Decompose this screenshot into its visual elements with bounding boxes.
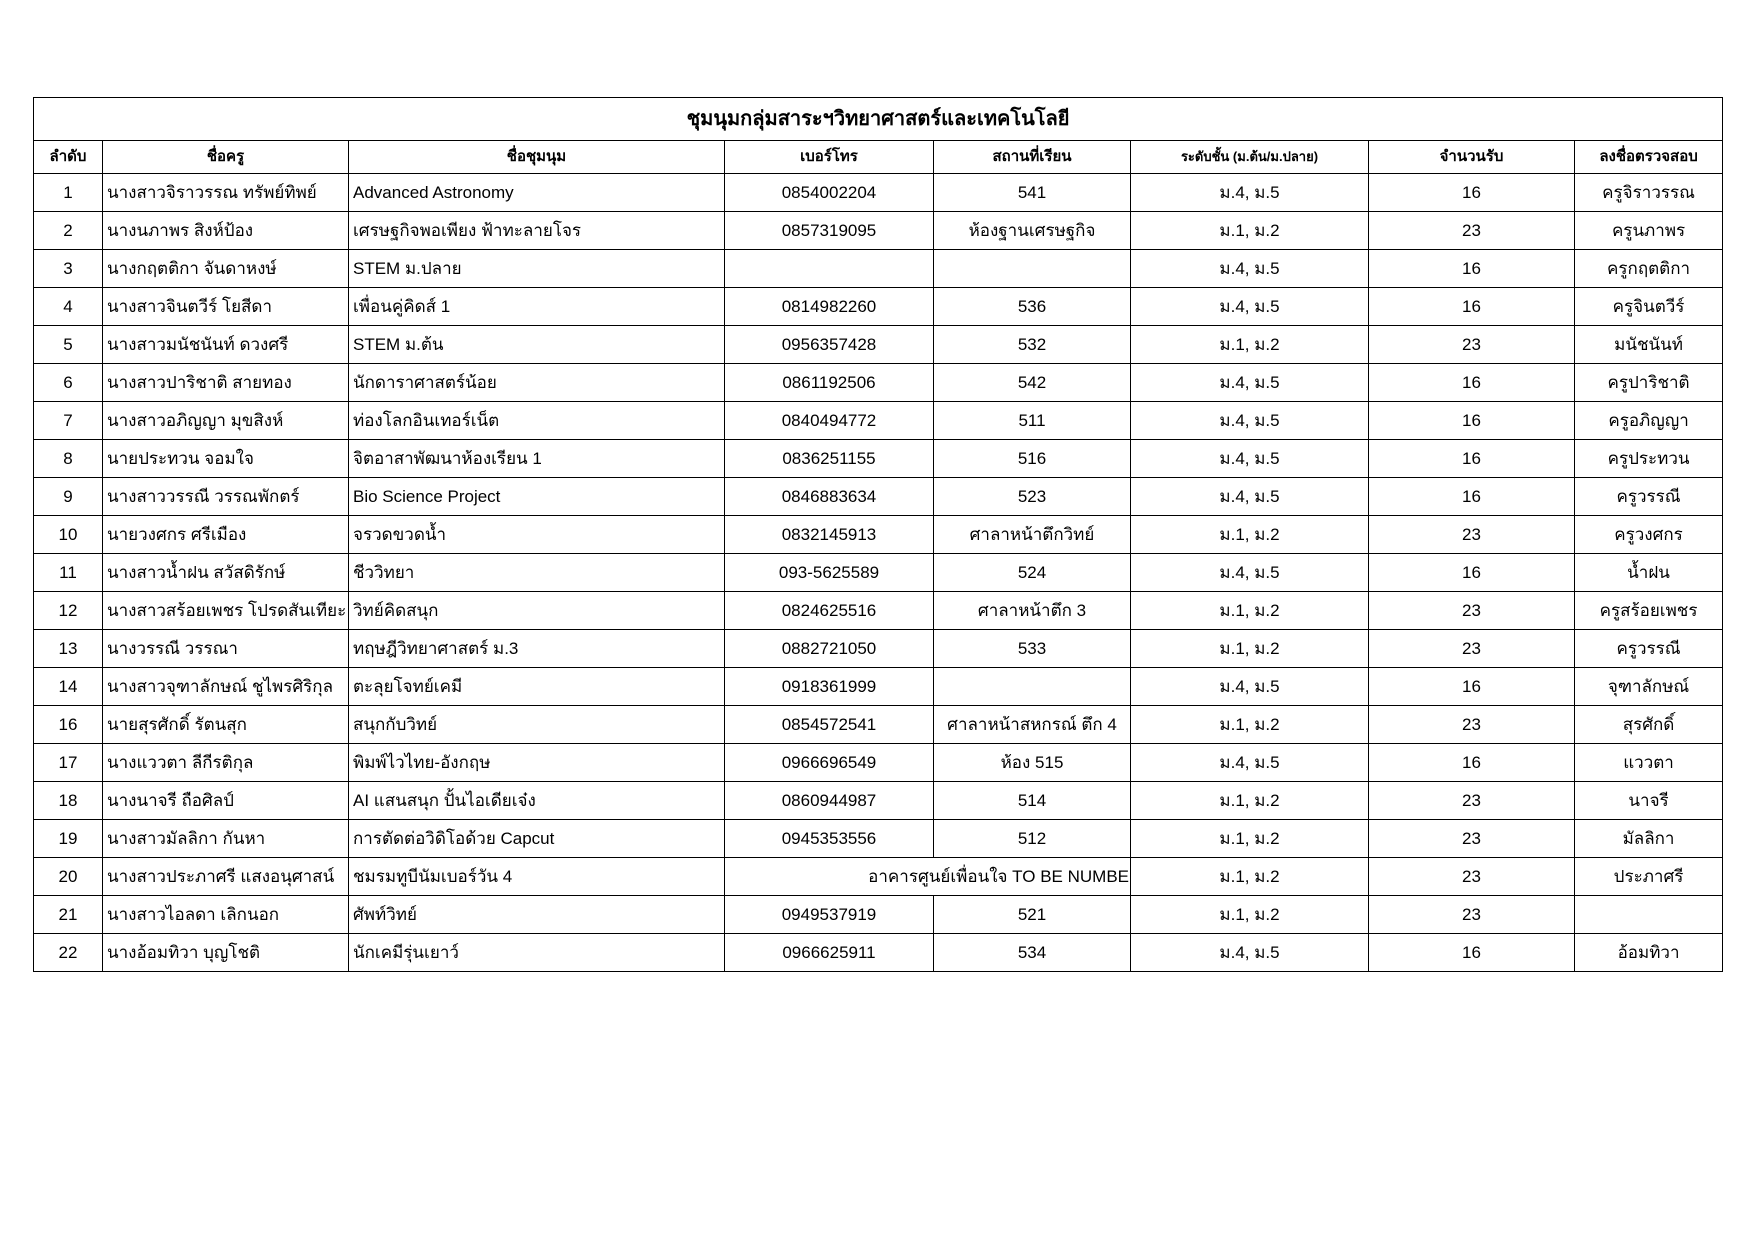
cell-teacher: นายวงศกร ศรีเมือง <box>103 516 349 554</box>
cell-teacher: นางสาวไอลดา เลิกนอก <box>103 896 349 934</box>
table-row <box>34 668 1723 706</box>
cell-location: ศาลาหน้าตึกวิทย์ <box>934 516 1131 554</box>
cell-location: ศาลาหน้าตึก 3 <box>934 592 1131 630</box>
cell-phone: 0966625911 <box>725 934 934 972</box>
cell-no: 20 <box>34 858 103 896</box>
cell-phone: 0854002204 <box>725 174 934 212</box>
cell-no: 12 <box>34 592 103 630</box>
cell-capacity: 23 <box>1369 782 1575 820</box>
cell-signature <box>1575 896 1723 934</box>
cell-no: 21 <box>34 896 103 934</box>
cell-no: 4 <box>34 288 103 326</box>
cell-level: ม.1, ม.2 <box>1131 706 1369 744</box>
cell-capacity: 23 <box>1369 516 1575 554</box>
cell-signature: ครูกฤตติกา <box>1575 250 1723 288</box>
cell-club: ท่องโลกอินเทอร์เน็ต <box>349 402 725 440</box>
cell-capacity: 23 <box>1369 592 1575 630</box>
cell-phone <box>725 250 934 288</box>
cell-level: ม.1, ม.2 <box>1131 820 1369 858</box>
cell-club: นักเคมีรุ่นเยาว์ <box>349 934 725 972</box>
cell-phone: 0836251155 <box>725 440 934 478</box>
cell-signature: ครูจิราวรรณ <box>1575 174 1723 212</box>
cell-level: ม.4, ม.5 <box>1131 250 1369 288</box>
cell-capacity: 23 <box>1369 706 1575 744</box>
cell-no: 1 <box>34 174 103 212</box>
cell-signature: จุฑาลักษณ์ <box>1575 668 1723 706</box>
cell-phone: 093-5625589 <box>725 554 934 592</box>
cell-club: ศัพท์วิทย์ <box>349 896 725 934</box>
cell-location: ศาลาหน้าสหกรณ์ ตึก 4 <box>934 706 1131 744</box>
cell-level: ม.1, ม.2 <box>1131 630 1369 668</box>
cell-level: ม.4, ม.5 <box>1131 174 1369 212</box>
table-row <box>34 896 1723 934</box>
cell-location: 541 <box>934 174 1131 212</box>
cell-no: 2 <box>34 212 103 250</box>
cell-location <box>934 250 1131 288</box>
cell-location: 532 <box>934 326 1131 364</box>
cell-club: พิมพ์ไวไทย-อังกฤษ <box>349 744 725 782</box>
page-title: ชุมนุมกลุ่มสาระฯวิทยาศาสตร์และเทคโนโลยี <box>34 98 1723 141</box>
cell-phone: 0854572541 <box>725 706 934 744</box>
cell-no: 14 <box>34 668 103 706</box>
cell-location: 521 <box>934 896 1131 934</box>
table-row <box>34 820 1723 858</box>
cell-level: ม.1, ม.2 <box>1131 212 1369 250</box>
cell-merged-text: อาคารศูนย์เพื่อนใจ TO BE NUMBE <box>725 858 1131 896</box>
cell-capacity: 16 <box>1369 288 1575 326</box>
cell-capacity: 16 <box>1369 364 1575 402</box>
cell-level: ม.1, ม.2 <box>1131 896 1369 934</box>
table-row <box>34 782 1723 820</box>
cell-level: ม.4, ม.5 <box>1131 478 1369 516</box>
cell-teacher: นางสาวปาริชาติ สายทอง <box>103 364 349 402</box>
cell-no: 16 <box>34 706 103 744</box>
cell-location: 524 <box>934 554 1131 592</box>
cell-capacity: 16 <box>1369 402 1575 440</box>
club-list-table <box>33 97 1723 972</box>
cell-signature: มนัชนันท์ <box>1575 326 1723 364</box>
cell-phone: 0860944987 <box>725 782 934 820</box>
cell-phone: 0966696549 <box>725 744 934 782</box>
cell-signature: อ้อมทิวา <box>1575 934 1723 972</box>
cell-capacity: 16 <box>1369 668 1575 706</box>
cell-club: ทฤษฎีวิทยาศาสตร์ ม.3 <box>349 630 725 668</box>
cell-capacity: 23 <box>1369 212 1575 250</box>
cell-club: การตัดต่อวิดิโอด้วย Capcut <box>349 820 725 858</box>
cell-club: ชีววิทยา <box>349 554 725 592</box>
cell-level: ม.1, ม.2 <box>1131 516 1369 554</box>
cell-no: 22 <box>34 934 103 972</box>
table-row <box>34 516 1723 554</box>
header-level: ระดับชั้น (ม.ต้น/ม.ปลาย) <box>1131 141 1369 174</box>
cell-club: ตะลุยโจทย์เคมี <box>349 668 725 706</box>
cell-teacher: นางสาวจุฑาลักษณ์ ชูไพรศิริกุล <box>103 668 349 706</box>
header-capacity: จำนวนรับ <box>1369 141 1575 174</box>
cell-capacity: 23 <box>1369 896 1575 934</box>
cell-teacher: นางสาวน้ำฝน สวัสดิรักษ์ <box>103 554 349 592</box>
cell-teacher: นางวรรณี วรรณา <box>103 630 349 668</box>
cell-teacher: นางสาวมัลลิกา กันหา <box>103 820 349 858</box>
cell-signature: ประภาศรี <box>1575 858 1723 896</box>
cell-phone: 0945353556 <box>725 820 934 858</box>
cell-location: 516 <box>934 440 1131 478</box>
cell-teacher: นางสาวมนัชนันท์ ดวงศรี <box>103 326 349 364</box>
cell-location: 512 <box>934 820 1131 858</box>
cell-club: นักดาราศาสตร์น้อย <box>349 364 725 402</box>
cell-teacher: นางนภาพร สิงห์ป้อง <box>103 212 349 250</box>
cell-signature: ครูประทวน <box>1575 440 1723 478</box>
cell-location: 514 <box>934 782 1131 820</box>
cell-no: 13 <box>34 630 103 668</box>
cell-teacher: นางสาววรรณี วรรณพักตร์ <box>103 478 349 516</box>
cell-no: 11 <box>34 554 103 592</box>
cell-signature: ครูนภาพร <box>1575 212 1723 250</box>
cell-signature: ครูปาริชาติ <box>1575 364 1723 402</box>
cell-level: ม.4, ม.5 <box>1131 364 1369 402</box>
table-row <box>34 288 1723 326</box>
table-row <box>34 478 1723 516</box>
cell-no: 9 <box>34 478 103 516</box>
cell-phone: 0857319095 <box>725 212 934 250</box>
table-row <box>34 934 1723 972</box>
cell-level: ม.4, ม.5 <box>1131 934 1369 972</box>
table-row <box>34 212 1723 250</box>
table-row <box>34 706 1723 744</box>
cell-phone: 0956357428 <box>725 326 934 364</box>
table-row <box>34 326 1723 364</box>
cell-capacity: 16 <box>1369 744 1575 782</box>
cell-club: จรวดขวดน้ำ <box>349 516 725 554</box>
table-row <box>34 364 1723 402</box>
cell-capacity: 16 <box>1369 554 1575 592</box>
cell-club: ชมรมทูบีนัมเบอร์วัน 4 <box>349 858 725 896</box>
cell-club: STEM ม.ต้น <box>349 326 725 364</box>
cell-level: ม.4, ม.5 <box>1131 402 1369 440</box>
cell-club: STEM ม.ปลาย <box>349 250 725 288</box>
table-row <box>34 592 1723 630</box>
cell-level: ม.4, ม.5 <box>1131 668 1369 706</box>
cell-club: เศรษฐกิจพอเพียง ฟ้าทะลายโจร <box>349 212 725 250</box>
header-location: สถานที่เรียน <box>934 141 1131 174</box>
cell-capacity: 16 <box>1369 478 1575 516</box>
cell-level: ม.4, ม.5 <box>1131 440 1369 478</box>
cell-no: 8 <box>34 440 103 478</box>
table-row <box>34 402 1723 440</box>
cell-location: 511 <box>934 402 1131 440</box>
cell-no: 19 <box>34 820 103 858</box>
cell-teacher: นางสาวจินตวีร์ โยสีดา <box>103 288 349 326</box>
cell-level: ม.1, ม.2 <box>1131 326 1369 364</box>
cell-phone: 0814982260 <box>725 288 934 326</box>
cell-teacher: นางสาวจิราวรรณ ทรัพย์ทิพย์ <box>103 174 349 212</box>
cell-level: ม.1, ม.2 <box>1131 782 1369 820</box>
cell-location: 536 <box>934 288 1131 326</box>
table-row <box>34 440 1723 478</box>
cell-teacher: นายสุรศักดิ์ รัตนสุก <box>103 706 349 744</box>
cell-location: 533 <box>934 630 1131 668</box>
cell-no: 5 <box>34 326 103 364</box>
cell-level: ม.4, ม.5 <box>1131 744 1369 782</box>
table-row <box>34 554 1723 592</box>
table-row <box>34 858 1723 896</box>
cell-signature: ครูสร้อยเพชร <box>1575 592 1723 630</box>
cell-phone: 0949537919 <box>725 896 934 934</box>
cell-no: 6 <box>34 364 103 402</box>
cell-club: จิตอาสาพัฒนาห้องเรียน 1 <box>349 440 725 478</box>
cell-capacity: 23 <box>1369 858 1575 896</box>
cell-capacity: 23 <box>1369 630 1575 668</box>
cell-capacity: 16 <box>1369 440 1575 478</box>
cell-capacity: 23 <box>1369 326 1575 364</box>
cell-club: วิทย์คิดสนุก <box>349 592 725 630</box>
cell-teacher: นางอ้อมทิวา บุญโชติ <box>103 934 349 972</box>
cell-location <box>934 668 1131 706</box>
cell-signature: สุรศักดิ์ <box>1575 706 1723 744</box>
cell-no: 3 <box>34 250 103 288</box>
cell-signature: ครูจินตวีร์ <box>1575 288 1723 326</box>
header-teacher: ชื่อครู <box>103 141 349 174</box>
cell-teacher: นางสาวสร้อยเพชร โปรดสันเทียะ <box>103 592 349 630</box>
table-row <box>34 250 1723 288</box>
cell-club: Advanced Astronomy <box>349 174 725 212</box>
cell-level: ม.4, ม.5 <box>1131 554 1369 592</box>
header-club: ชื่อชุมนุม <box>349 141 725 174</box>
cell-phone: 0840494772 <box>725 402 934 440</box>
cell-teacher: นายประทวน จอมใจ <box>103 440 349 478</box>
cell-signature: ครูวรรณี <box>1575 630 1723 668</box>
cell-teacher: นางนาจรี ถือศิลป์ <box>103 782 349 820</box>
cell-teacher: นางแววตา ลีกีรติกุล <box>103 744 349 782</box>
cell-signature: ครูอภิญญา <box>1575 402 1723 440</box>
cell-phone: 0824625516 <box>725 592 934 630</box>
table-row <box>34 744 1723 782</box>
cell-level: ม.1, ม.2 <box>1131 858 1369 896</box>
cell-phone: 0918361999 <box>725 668 934 706</box>
cell-signature: น้ำฝน <box>1575 554 1723 592</box>
cell-phone: 0832145913 <box>725 516 934 554</box>
table-row <box>34 174 1723 212</box>
cell-location: ห้อง 515 <box>934 744 1131 782</box>
cell-signature: มัลลิกา <box>1575 820 1723 858</box>
cell-club: สนุกกับวิทย์ <box>349 706 725 744</box>
cell-location: ห้องฐานเศรษฐกิจ <box>934 212 1131 250</box>
cell-club: Bio Science Project <box>349 478 725 516</box>
cell-phone: 0846883634 <box>725 478 934 516</box>
cell-phone: 0882721050 <box>725 630 934 668</box>
cell-no: 18 <box>34 782 103 820</box>
header-no: ลำดับ <box>34 141 103 174</box>
cell-signature: แววตา <box>1575 744 1723 782</box>
cell-location: 534 <box>934 934 1131 972</box>
table-title-row <box>34 98 1723 141</box>
cell-club: เพื่อนคู่คิดส์ 1 <box>349 288 725 326</box>
cell-no: 7 <box>34 402 103 440</box>
cell-capacity: 16 <box>1369 174 1575 212</box>
cell-no: 10 <box>34 516 103 554</box>
cell-signature: ครูวงศกร <box>1575 516 1723 554</box>
table-header-row <box>34 141 1723 174</box>
cell-teacher: นางกฤตติกา จันดาหงษ์ <box>103 250 349 288</box>
header-signature: ลงชื่อตรวจสอบ <box>1575 141 1723 174</box>
cell-level: ม.4, ม.5 <box>1131 288 1369 326</box>
cell-signature: ครูวรรณี <box>1575 478 1723 516</box>
cell-teacher: นางสาวประภาศรี แสงอนุศาสน์ <box>103 858 349 896</box>
header-phone: เบอร์โทร <box>725 141 934 174</box>
cell-capacity: 23 <box>1369 820 1575 858</box>
cell-location: 542 <box>934 364 1131 402</box>
cell-no: 17 <box>34 744 103 782</box>
table-row <box>34 630 1723 668</box>
cell-phone: 0861192506 <box>725 364 934 402</box>
cell-location: 523 <box>934 478 1131 516</box>
cell-capacity: 16 <box>1369 250 1575 288</box>
cell-capacity: 16 <box>1369 934 1575 972</box>
cell-level: ม.1, ม.2 <box>1131 592 1369 630</box>
cell-teacher: นางสาวอภิญญา มุขสิงห์ <box>103 402 349 440</box>
cell-signature: นาจรี <box>1575 782 1723 820</box>
cell-club: AI แสนสนุก ปั้นไอเดียเจ๋ง <box>349 782 725 820</box>
